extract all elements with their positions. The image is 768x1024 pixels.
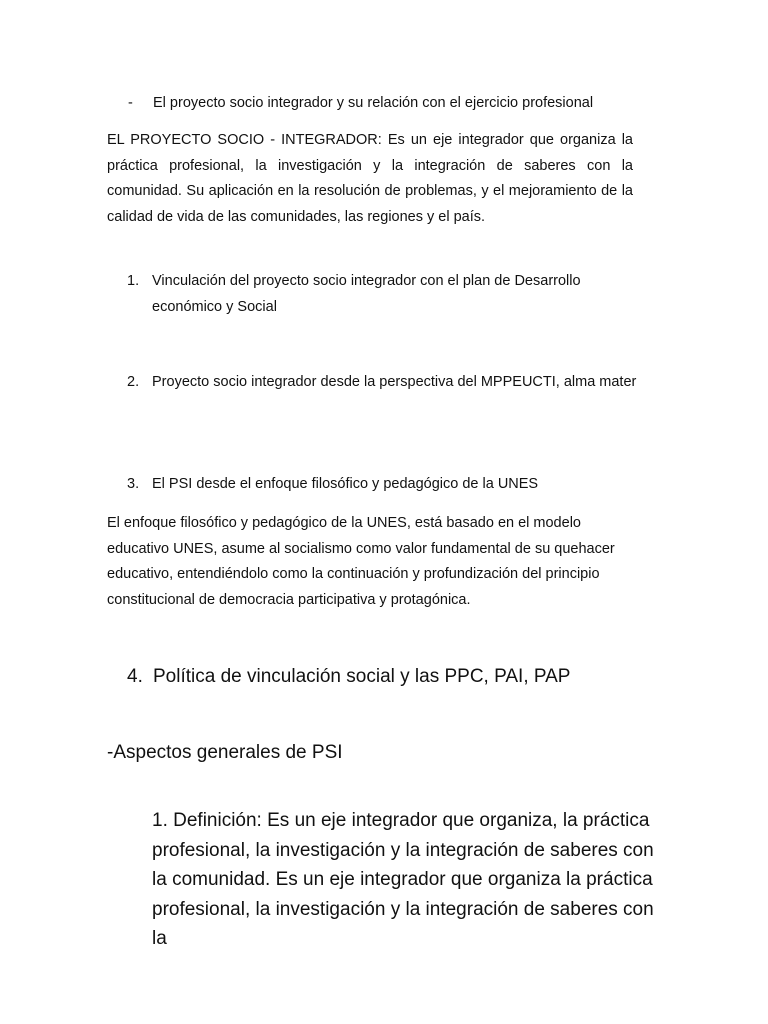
list-item-1-text: Vinculación del proyecto socio integrador con el plan de Desarrollo económico y Social [152, 273, 581, 315]
definition-paragraph: 1. Definición: Es un eje integrador que organiza, la práctica profesional, la investigación y la integración de saberes con la comunidad. Es un eje integrador que organiza la práctica profesional, la investigación y la integración de saberes con la [152, 810, 654, 949]
list-item-3 [127, 472, 647, 498]
list-item-2-marker: 2. [127, 374, 140, 390]
list-item-4-marker: 4. [127, 666, 143, 687]
paragraph-enfoque-unes: El enfoque filosófico y pedagógico de la UNES, está basado en el modelo educativo UNES, asume al socialismo como valor fundamental de su quehacer educativo, entendiéndolo como la continuación y profundización del principio constitucional de democracia participativa y protagónica. [107, 515, 615, 608]
dash-item-text: El proyecto socio integrador y su relación con el ejercicio profesional [153, 95, 594, 111]
list-item-1-marker: 1. [127, 273, 140, 289]
dash-marker: - [128, 95, 133, 111]
list-item-4-text: Política de vinculación social y las PPC, PAI, PAP [153, 666, 571, 687]
list-item-1 [127, 269, 647, 320]
list-item-4 [127, 663, 687, 691]
section-heading-aspectos: -Aspectos generales de PSI [107, 742, 343, 763]
list-item-2 [127, 370, 647, 396]
list-item-3-marker: 3. [127, 476, 140, 492]
list-item-3-text: El PSI desde el enfoque filosófico y pedagógico de la UNES [152, 476, 539, 492]
list-item-2-text: Proyecto socio integrador desde la perspectiva del MPPEUCTI, alma mater [152, 374, 637, 390]
paragraph-proyecto-socio-integrador: EL PROYECTO SOCIO - INTEGRADOR: Es un eje integrador que organiza la práctica profesional, la investigación y la integración de saberes con la comunidad. Su aplicación en la resolución de problemas, y el mejoramiento de la calidad de vida de las comunidades, las regiones y el país. [107, 132, 633, 225]
dash-list-item [128, 91, 728, 117]
